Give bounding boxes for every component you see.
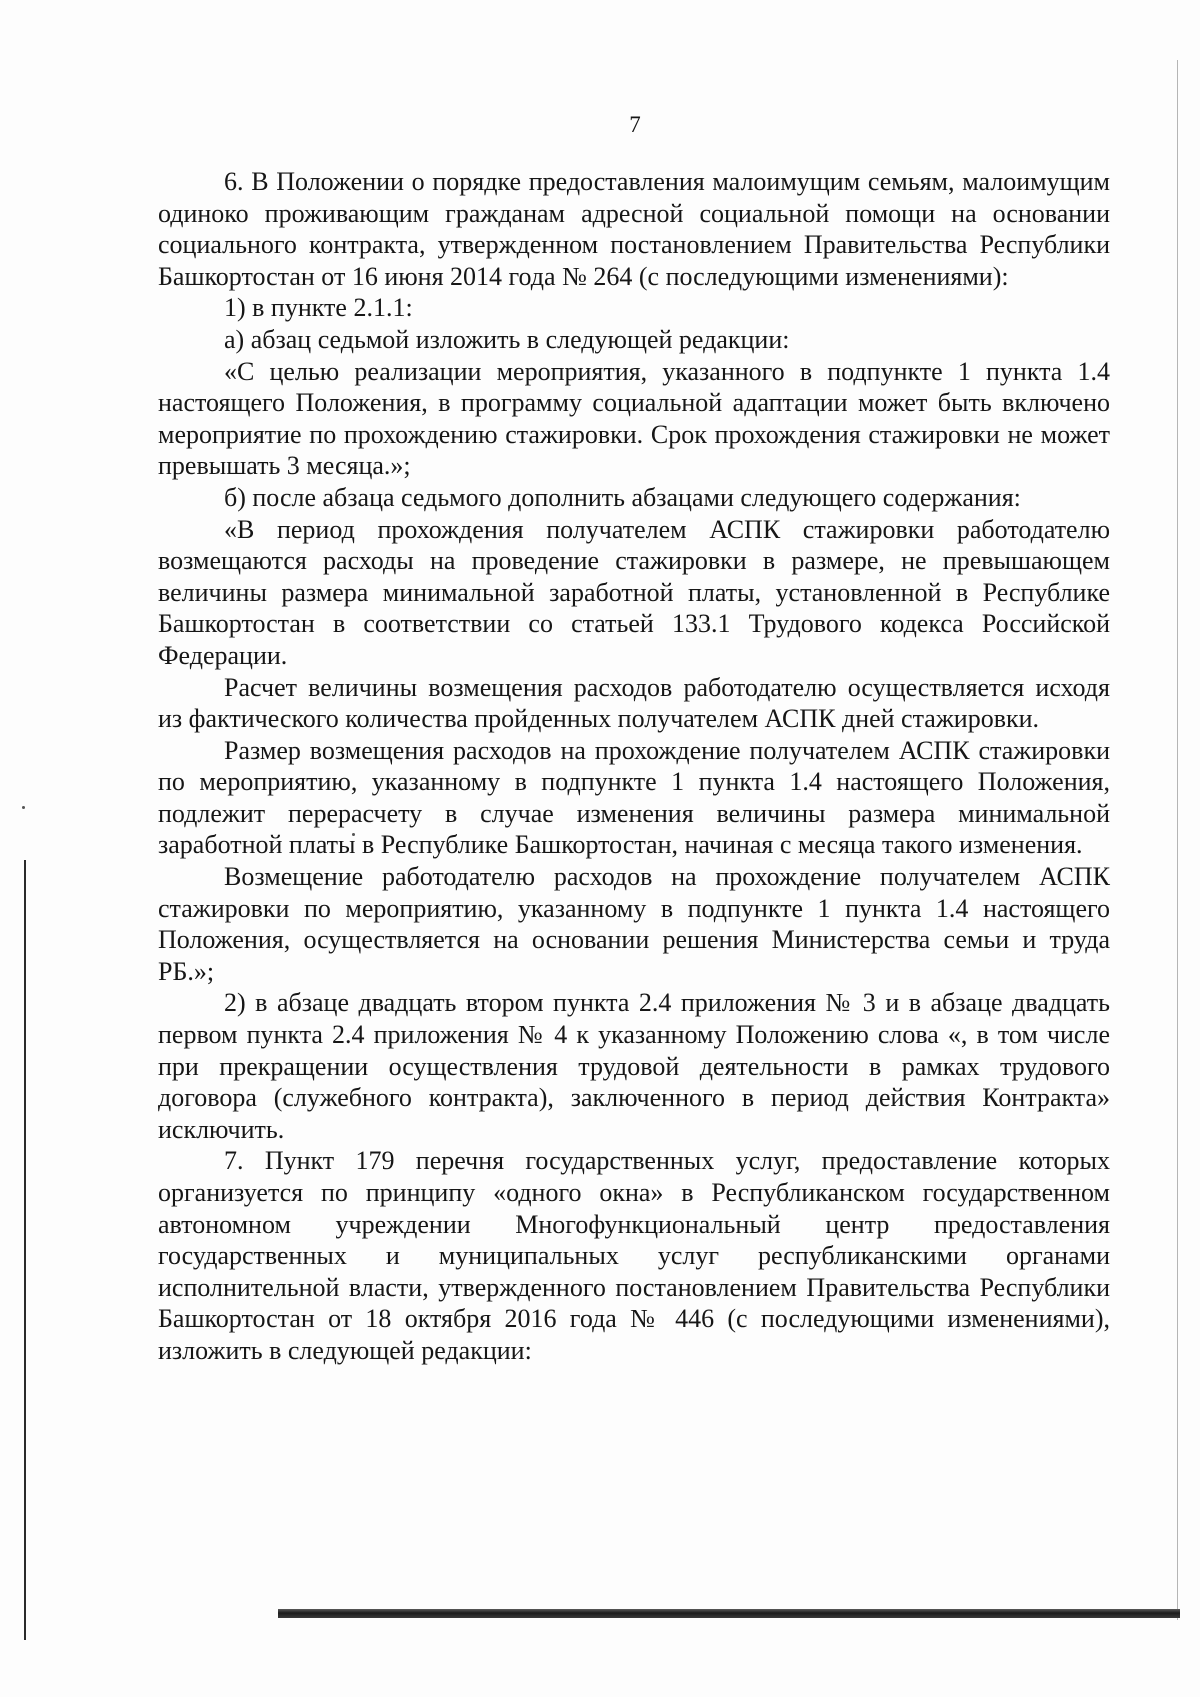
- paragraph-reimbursement-basis: Возмещение работодателю расходов на прохождение получателем АСПК стажировки по мероприятию, указанному в подпункте 1 пункта 1.4 настоящего Положения, осуществляется на основании решения Министерства семьи и труда РБ.»;: [158, 862, 1110, 986]
- scan-speck: [22, 806, 25, 809]
- paragraph-section-6: 6. В Положении о порядке предоставления малоимущим семьям, малоимущим одиноко проживающим гражданам адресной социальной помощи на основании социального контракта, утвержденном постановлением Правительства Республики Башкортостан от 16 июня 2014 года № 264 (с последующими изменениями):: [158, 167, 1110, 291]
- scan-left-edge: [24, 860, 26, 1640]
- scan-right-edge: [1177, 60, 1178, 1620]
- scan-bottom-edge: [278, 1609, 1180, 1618]
- paragraph-item-1: 1) в пункте 2.1.1:: [224, 293, 413, 323]
- paragraph-subitem-a: а) абзац седьмой изложить в следующей редакции:: [224, 324, 790, 354]
- paragraph-quote-reimbursement: «В период прохождения получателем АСПК стажировки работодателю возмещаются расходы на проведение стажировки в размере, не превышающем величины размера минимальной заработной платы, установленной в Республике Башкортостан в соответствии со статьей 133.1 Трудового кодекса Российской Федерации.: [158, 514, 1110, 670]
- document-body: [158, 166, 1110, 1367]
- page-number: 7: [629, 112, 641, 137]
- paragraph-section-7: 7. Пункт 179 перечня государственных услуг, предоставление которых организуется по принципу «одного окна» в Республиканском государственном автономном учреждении Многофункциональный центр предоставления государственных и муниципальных услуг республиканскими органами исполнительной власти, утвержденного постановлением Правительства Республики Башкортостан от 18 октября 2016 года № 446 (с последующими изменениями), изложить в следующей редакции:: [158, 1146, 1110, 1365]
- paragraph-item-2: 2) в абзаце двадцать втором пункта 2.4 приложения № 3 и в абзаце двадцать первом пункта 2.4 приложения № 4 к указанному Положению слова «, в том числе при прекращении осуществления трудовой деятельности в рамках трудового договора (служебного контракта), заключенного в период действия Контракта» исключить.: [158, 988, 1110, 1144]
- paragraph-quote-internship: «С целью реализации мероприятия, указанного в подпункте 1 пункта 1.4 настоящего Положения, в программу социальной адаптации может быть включено мероприятие по прохождению стажировки. Срок прохождения стажировки не может превышать 3 месяца.»;: [158, 356, 1110, 481]
- paragraph-subitem-b: б) после абзаца седьмого дополнить абзацами следующего содержания:: [224, 482, 1021, 512]
- paragraph-recalculation: Размер возмещения расходов на прохождение получателем АСПК стажировки по мероприятию, указанному в подпункте 1 пункта 1.4 настоящего Положения, подлежит перерасчету в случае изменения величины размера минимальной заработной платы в Республике Башкортостан, начиная с месяца такого изменения.: [158, 735, 1110, 860]
- paragraph-calculation: Расчет величины возмещения расходов работодателю осуществляется исходя из фактического количества пройденных получателем АСПК дней стажировки.: [158, 672, 1110, 734]
